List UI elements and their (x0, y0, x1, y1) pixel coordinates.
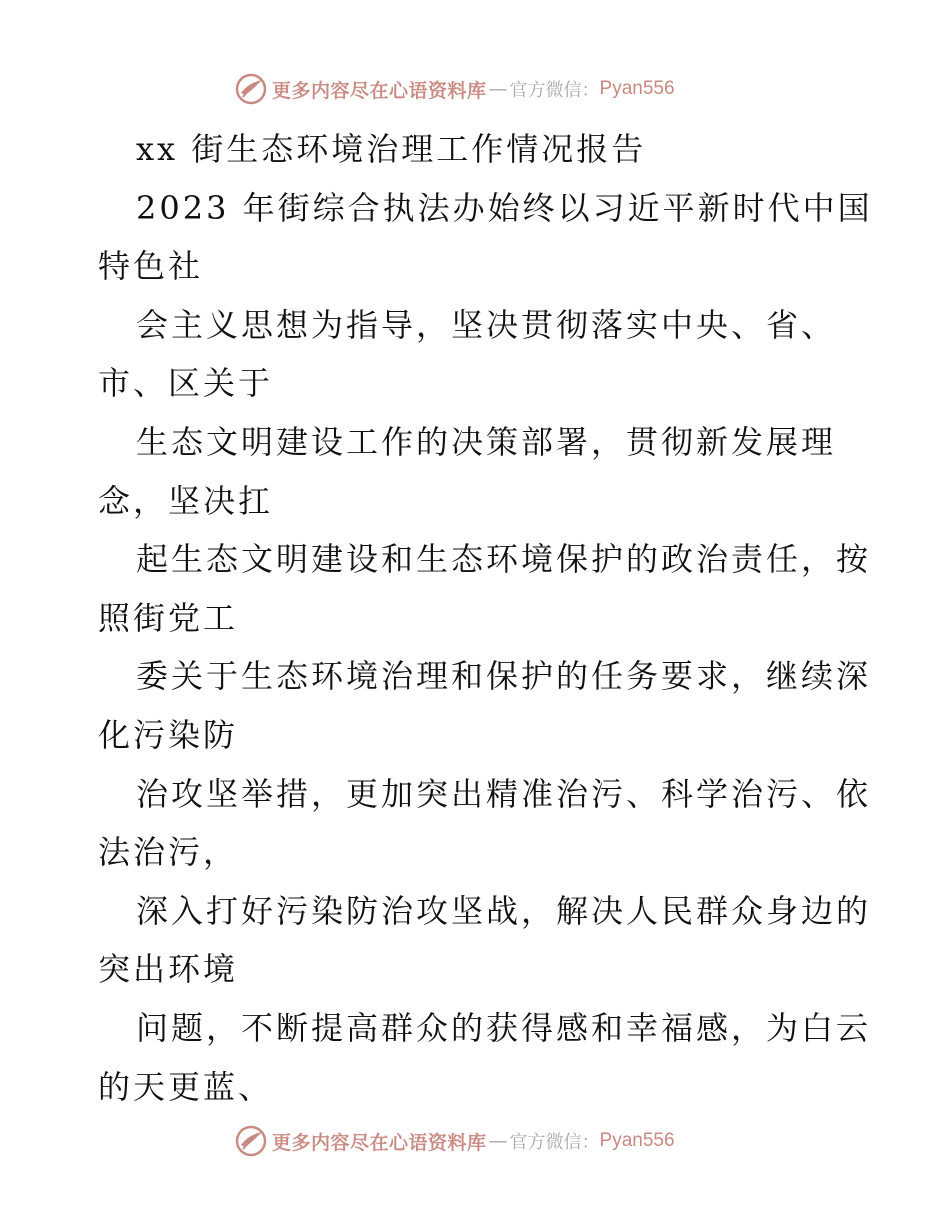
text-line: 的天更蓝、 (98, 1067, 274, 1106)
text-line: 生态文明建设工作的决策部署，贯彻新发展理 (136, 422, 837, 461)
text-line: 照街党工 (98, 598, 239, 637)
text-line: 念，坚决扛 (98, 481, 274, 520)
banner-dash: — (488, 78, 508, 100)
text-line: 深入打好污染防治攻坚战，解决人民群众身边的 (136, 891, 872, 930)
banner-promo-text: 更多内容尽在心语资料库 (272, 79, 487, 102)
text-line: 治攻坚举措，更加突出精准治污、科学治污、依 (136, 774, 872, 813)
text-line: 起生态文明建设和生态环境保护的政治责任，按 (136, 540, 872, 579)
document-body (98, 120, 898, 1116)
banner-contact-id: Pyan556 (599, 1130, 675, 1151)
banner-contact-id: Pyan556 (599, 78, 675, 99)
pen-logo-icon (234, 72, 268, 106)
header-banner (234, 72, 675, 106)
text-line: 委关于生态环境治理和保护的任务要求，继续深 (136, 657, 872, 696)
document-title: xx 街生态环境治理工作情况报告 (136, 130, 647, 168)
pen-logo-icon (234, 1124, 268, 1158)
footer-banner (234, 1124, 675, 1158)
banner-promo-text: 更多内容尽在心语资料库 (272, 1131, 487, 1154)
text-line: 2023 年街综合执法办始终以习近平新时代中国 (136, 188, 873, 227)
text-line: 问题，不断提高群众的获得感和幸福感，为白云 (136, 1008, 872, 1047)
text-line: 法治污， (98, 833, 239, 872)
banner-contact-label: 官方微信： (509, 80, 600, 101)
text-line: 会主义思想为指导，坚决贯彻落实中央、省、 (136, 305, 837, 344)
text-line: 化污染防 (98, 715, 239, 754)
banner-dash: — (488, 1130, 508, 1152)
text-line: 市、区关于 (98, 364, 274, 403)
banner-contact-label: 官方微信： (509, 1132, 600, 1153)
text-line: 突出环境 (98, 950, 239, 989)
text-line: 特色社 (98, 247, 204, 286)
